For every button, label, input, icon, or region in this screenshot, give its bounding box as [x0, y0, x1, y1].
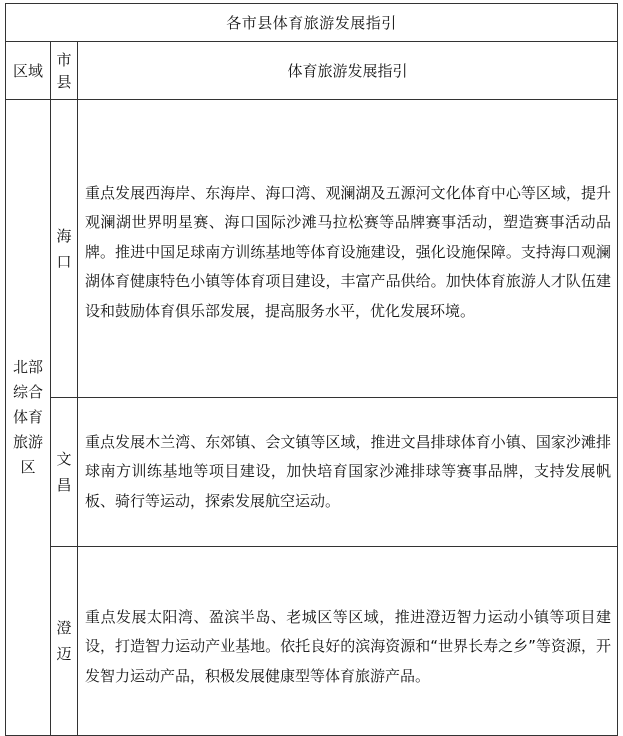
table-row	[6, 398, 618, 547]
guide-table	[5, 3, 618, 736]
table-row	[6, 547, 618, 736]
title-row	[6, 4, 618, 42]
guide-text-haikou: 重点发展西海岸、东海岸、海口湾、观澜湖及五源河文化体育中心等区域，提升观澜湖世界明星赛、海口国际沙滩马拉松赛等品牌赛事活动，塑造赛事活动品牌。推进中国足球南方训练基地等体育设施建设，强化设施保障。支持海口观澜湖体育健康特色小镇等体育项目建设，丰富产品供给。加快体育旅游人才队伍建设和鼓励体育俱乐部发展，提高服务水平，优化发展环境。	[78, 100, 618, 398]
header-row	[6, 42, 618, 100]
city-cell-haikou: 海口	[51, 100, 78, 398]
city-cell-chengmai: 澄迈	[51, 547, 78, 736]
table-title: 各市县体育旅游发展指引	[6, 4, 618, 42]
city-cell-wenchang: 文昌	[51, 398, 78, 547]
region-cell: 北部综合体育旅游区	[6, 100, 51, 736]
guide-text-wenchang: 重点发展木兰湾、东郊镇、会文镇等区域，推进文昌排球体育小镇、国家沙滩排球南方训练基地等项目建设，加快培育国家沙滩排球等赛事品牌，支持发展帆板、骑行等运动，探索发展航空运动。	[78, 398, 618, 547]
table-row	[6, 100, 618, 398]
header-city: 市县	[51, 42, 78, 100]
guide-text-chengmai: 重点发展太阳湾、盈滨半岛、老城区等区域，推进澄迈智力运动小镇等项目建设，打造智力运动产业基地。依托良好的滨海资源和“世界长寿之乡”等资源，开发智力运动产品，积极发展健康型等体育旅游产品。	[78, 547, 618, 736]
header-guide: 体育旅游发展指引	[78, 42, 618, 100]
header-region: 区域	[6, 42, 51, 100]
